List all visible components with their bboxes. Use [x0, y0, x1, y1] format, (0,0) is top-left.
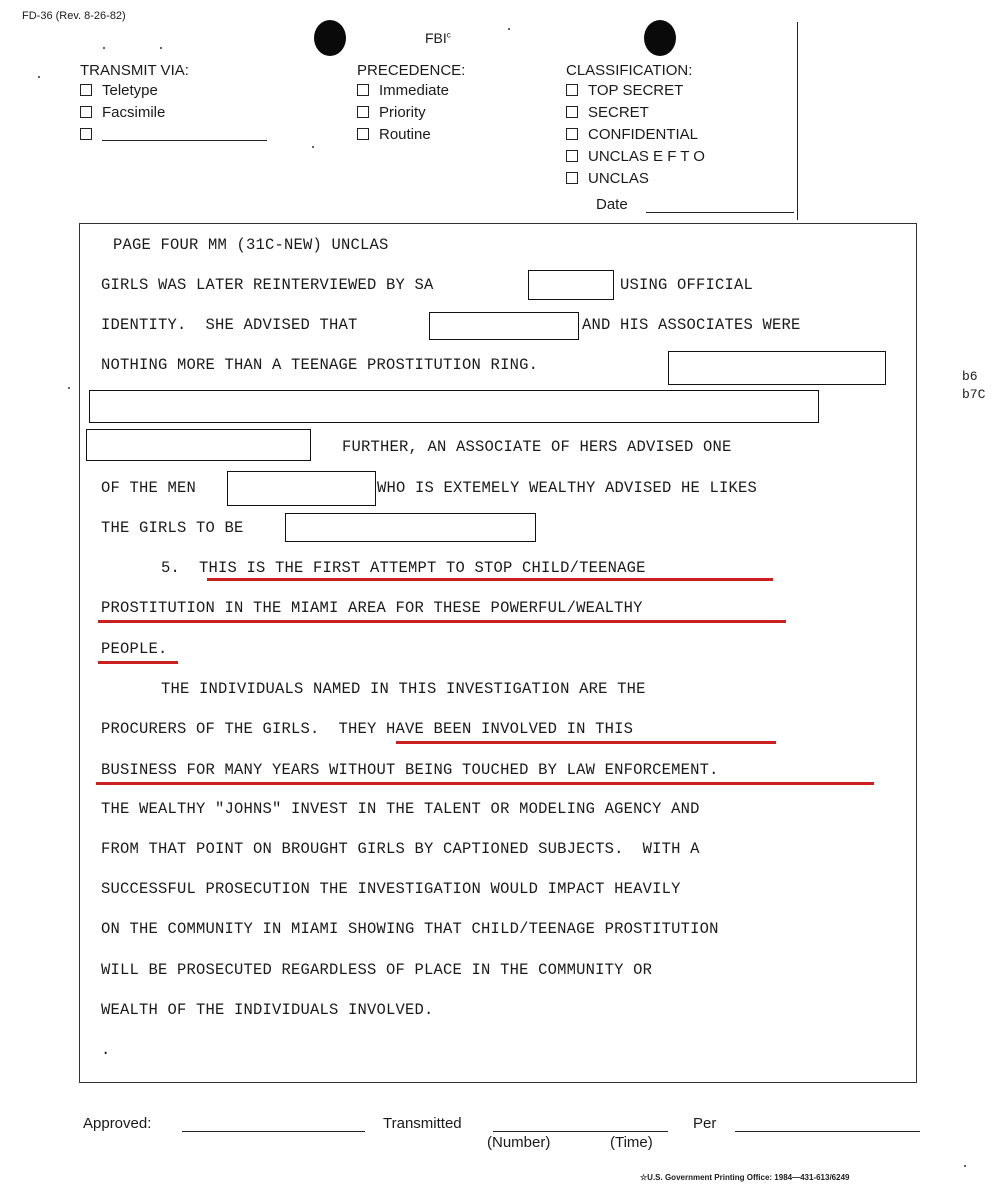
checkbox-icon [357, 106, 369, 118]
scan-speck [103, 47, 105, 49]
classification-option-unclas-efto[interactable] [566, 145, 794, 167]
per-label: Per [693, 1115, 717, 1132]
precedence-option-immediate[interactable] [357, 79, 465, 101]
checkbox-icon [80, 128, 92, 140]
option-label: Facsimile [102, 103, 166, 121]
body-line-11: THE INDIVIDUALS NAMED IN THIS INVESTIGATION ARE THE [161, 680, 646, 698]
body-line-17: ON THE COMMUNITY IN MIAMI SHOWING THAT CHILD/TEENAGE PROSTITUTION [101, 920, 719, 938]
option-label: CONFIDENTIAL [588, 125, 699, 143]
body-line-1b: USING OFFICIAL [620, 276, 754, 294]
transmitted-field[interactable] [493, 1131, 668, 1132]
option-label: Priority [379, 103, 426, 121]
option-label: TOP SECRET [588, 81, 684, 99]
checkbox-icon [566, 84, 578, 96]
redaction-box [429, 312, 579, 340]
transmit-section [80, 62, 267, 145]
agency-name: FBI [425, 30, 447, 46]
precedence-option-priority[interactable] [357, 101, 465, 123]
checkbox-icon [80, 106, 92, 118]
checkbox-icon [566, 128, 578, 140]
approved-label: Approved: [83, 1115, 152, 1132]
highlight-underline [98, 661, 178, 664]
checkbox-icon [357, 128, 369, 140]
scan-speck [68, 387, 70, 389]
classification-option-unclas[interactable] [566, 167, 794, 189]
transmit-option-other[interactable] [80, 123, 267, 145]
redaction-box [668, 351, 886, 385]
body-line-20: . [101, 1041, 111, 1059]
time-caption: (Time) [610, 1134, 653, 1151]
classification-option-secret[interactable] [566, 101, 794, 123]
punch-hole-left [314, 20, 346, 56]
classification-option-confidential[interactable] [566, 123, 794, 145]
exemption-code-b6: b6 [962, 369, 978, 384]
punch-hole-right [644, 20, 676, 56]
body-line-14: THE WEALTHY "JOHNS" INVEST IN THE TALENT OR MODELING AGENCY AND [101, 800, 700, 818]
redaction-box [285, 513, 536, 542]
option-label: Teletype [102, 81, 158, 99]
highlight-underline [96, 782, 874, 785]
form-number: FD-36 (Rev. 8-26-82) [22, 10, 126, 22]
highlight-underline [207, 578, 773, 581]
checkbox-icon [566, 150, 578, 162]
body-line-2a: IDENTITY. SHE ADVISED THAT [101, 316, 358, 334]
body-line-16: SUCCESSFUL PROSECUTION THE INVESTIGATION WOULD IMPACT HEAVILY [101, 880, 681, 898]
option-label: SECRET [588, 103, 649, 121]
body-line-5: FURTHER, AN ASSOCIATE OF HERS ADVISED ONE [342, 438, 732, 456]
classification-heading: CLASSIFICATION: [566, 62, 693, 79]
body-line-8: 5. THIS IS THE FIRST ATTEMPT TO STOP CHILD/TEENAGE [161, 559, 646, 577]
body-line-13: BUSINESS FOR MANY YEARS WITHOUT BEING TOUCHED BY LAW ENFORCEMENT. [101, 761, 719, 779]
body-line-9: PROSTITUTION IN THE MIAMI AREA FOR THESE POWERFUL/WEALTHY [101, 599, 643, 617]
option-label: UNCLAS E F T O [588, 147, 705, 165]
highlight-underline [98, 620, 786, 623]
redaction-box [528, 270, 614, 300]
blank-line [102, 128, 267, 141]
scan-speck [160, 47, 162, 49]
checkbox-icon [357, 84, 369, 96]
agency-mark: c [446, 30, 451, 40]
scan-speck [964, 1165, 966, 1167]
checkbox-icon [80, 84, 92, 96]
body-line-6b: WHO IS EXTEMELY WEALTHY ADVISED HE LIKES [377, 479, 758, 497]
date-row [596, 189, 794, 213]
body-line-15: FROM THAT POINT ON BROUGHT GIRLS BY CAPTIONED SUBJECTS. WITH A [101, 840, 700, 858]
body-line-19: WEALTH OF THE INDIVIDUALS INVOLVED. [101, 1001, 434, 1019]
classification-option-top-secret[interactable] [566, 79, 794, 101]
body-line-3: NOTHING MORE THAN A TEENAGE PROSTITUTION RING. [101, 356, 539, 374]
precedence-heading: PRECEDENCE: [357, 62, 466, 79]
body-line-12: PROCURERS OF THE GIRLS. THEY HAVE BEEN INVOLVED IN THIS [101, 720, 634, 738]
agency-title [425, 30, 451, 46]
page-header-line: PAGE FOUR MM (31C-NEW) UNCLAS [113, 236, 389, 254]
approved-field[interactable] [182, 1131, 365, 1132]
transmit-option-facsimile[interactable] [80, 101, 267, 123]
body-line-2b: AND HIS ASSOCIATES WERE [582, 316, 801, 334]
transmit-option-teletype[interactable] [80, 79, 267, 101]
precedence-section [357, 62, 465, 145]
checkbox-icon [566, 172, 578, 184]
body-line-1a: GIRLS WAS LATER REINTERVIEWED BY SA [101, 276, 434, 294]
checkbox-icon [566, 106, 578, 118]
date-label: Date [596, 196, 628, 213]
body-line-18: WILL BE PROSECUTED REGARDLESS OF PLACE IN THE COMMUNITY OR [101, 961, 653, 979]
transmit-heading: TRANSMIT VIA: [80, 62, 189, 79]
body-line-6a: OF THE MEN [101, 479, 197, 497]
redaction-box [227, 471, 376, 506]
scan-speck [312, 146, 314, 148]
scan-speck [38, 76, 40, 78]
per-field[interactable] [735, 1131, 920, 1132]
body-line-7: THE GIRLS TO BE [101, 519, 244, 537]
redaction-box [89, 390, 819, 423]
redaction-box [86, 429, 311, 461]
option-label: Immediate [379, 81, 450, 99]
precedence-option-routine[interactable] [357, 123, 465, 145]
highlight-underline [396, 741, 776, 744]
option-label: Routine [379, 125, 431, 143]
scan-speck [508, 28, 510, 30]
exemption-code-b7c: b7C [962, 387, 986, 402]
classification-section [566, 62, 794, 213]
date-field[interactable] [646, 211, 794, 213]
exemption-codes [962, 368, 985, 404]
option-label: UNCLAS [588, 169, 649, 187]
printing-office-imprint: ☆U.S. Government Printing Office: 1984—431-613/6249 [640, 1173, 850, 1182]
body-line-10: PEOPLE. [101, 640, 168, 658]
number-caption: (Number) [487, 1134, 551, 1151]
header-divider [797, 22, 798, 220]
transmitted-label: Transmitted [383, 1115, 462, 1132]
